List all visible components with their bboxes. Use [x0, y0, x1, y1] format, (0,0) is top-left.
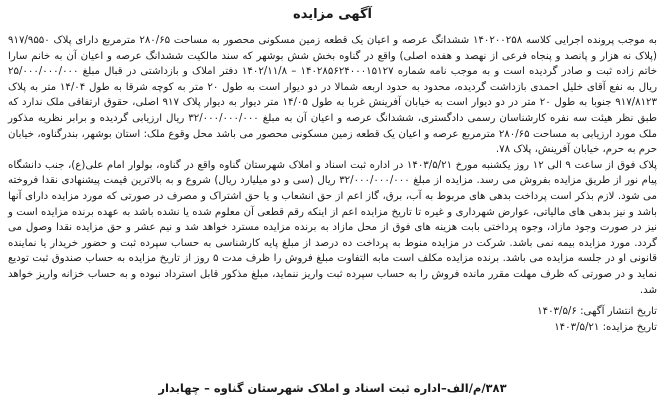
notice-paragraph-terms: پلاک فوق از ساعت ۹ الی ۱۲ روز یکشنبه مورخ ۱۴۰۳/۵/۲۱ در اداره ثبت اسناد و املاک شهرستان گناوه واقع در گناوه، بولوار امام علی(ع)، جنب دانشگاه پیام نور از طریق مزایده بفروش می رسد. مزایده از مبلغ ۳۲/۰۰۰/۰۰۰/۰۰۰ ریال (سی و دو میلیارد ریال) شروع و به بالاترین قیمت پیشنهادی نقدا فروخته می شود. لازم بذکر است پرداخت بدهی های مربوط به آب، برق، گاز اعم از حق انشعاب و یا حق اشتراک و مصرف در صورتی که مورد مزایده دارای آنها باشد و نیز بدهی های مالیاتی، عوارض شهرداری و غیره تا تاریخ مزایده اعم از اینکه رقم قطعی آن معلوم شده یا نشده باشد به عهده برنده مزایده است و نیز در صورت وجود مازاد، وجوه پرداختی بابت هزینه های فوق از محل مازاد به برنده مزایده مسترد خواهد شد و نیم عشر و حق مزایده نقدا وصول می گردد. مورد مزایده بیمه نمی باشد. شرکت در مزایده منوط به پرداخت ده درصد از مبلغ پایه کارشناسی به حساب سپرده ثبت و حضور خریدار یا نماینده قانونی او در جلسه مزایده می باشد. برنده مزایده مکلف است مابه التفاوت مبلغ فروش را ظرف مدت ۵ روز از تاریخ مزایده به حساب صندوق ثبت تودیع نماید و در صورتی که ظرف مهلت مقرر مانده فروش را به حساب سپرده ثبت واریز ننماید، مبلغ مذکور قابل استرداد نبوده و به حساب خزانه واریز خواهد شد. [8, 159, 658, 296]
auction-date-value: ۱۴۰۳/۵/۲۱ [554, 321, 600, 333]
publish-date-label: تاریخ انتشار آگهی: [580, 306, 657, 318]
notice-paragraph-property: به موجب پرونده اجرایی کلاسه ۱۴۰۲۰۰۲۵۸ ششدانگ عرصه و اعیان یک قطعه زمین مسکونی محصور به مساحت ۲۸۰/۶۵ مترمربع دارای پلاک ۹۱۷/۹۵۵۰ (پلاک نه هزار و پانصد و پنجاه فرعی از نهصد و هفده اصلی) واقع در گناوه بخش شش بوشهر که سند مالکیت ششدانگ عرصه و اعیان آن به خانم سارا خاتم زاده ثبت و صادر گردیده است و به موجب نامه شماره ۱۴۰۲۸۵۶۲۴۰۰۰۱۵۱۲۷ – ۱۴۰۲/۱۱/۸ دفتر املاک و بازداشتی در قبال مبلغ ۲۵/۰۰۰/۰۰۰/۰۰۰ ریال به نفع آقای خلیل احمدی بازداشت گردیده، محدود به حدود اربعه شمالا در دو دیوار است به طول ۲۰ متر به کوچه شرقا به طول ۱۴/۰۴ متر به پلاک ۹۱۷/۸۱۲۳ جنوبا به طول ۲۰ متر در دو دیوار است به خیابان آفرینش غربا به طول ۱۴/۰۵ متر دیوار به دیوار پلاک ۹۱۷ اصلی، حقوق ارتفاقی ملک ندارد که طبق نظر هیئت سه نفره کارشناسان رسمی دادگستری، ششدانگ عرصه و اعیان آن به مبلغ ۳۲/۰۰۰/۰۰۰/۰۰۰ ریال ارزیابی گردیده و برابر نظریه مذکور ملک مورد ارزیابی به مساحت ۲۸۰/۶۵ مترمربع عرصه و اعیان یک قطعه زمین مسکونی محصور می باشد محل وقوع ملک: استان بوشهر، بندرگناوه، خیابان حرم به حرم، خیابان آفرینش، پلاک ۷۸. [8, 35, 658, 156]
notice-footer: ۳۸۳/م/الف–اداره ثبت اسناد و املاک شهرستان گناوه – چهابدار [158, 381, 507, 395]
publish-date-line [8, 304, 657, 320]
notice-body [8, 33, 657, 298]
auction-date-label: تاریخ مزایده: [602, 321, 657, 333]
notice-dates [8, 304, 657, 335]
auction-date-line [8, 320, 657, 336]
notice-title: آگهی مزایده [293, 7, 372, 22]
publish-date-value: ۱۴۰۳/۵/۶ [537, 306, 577, 318]
